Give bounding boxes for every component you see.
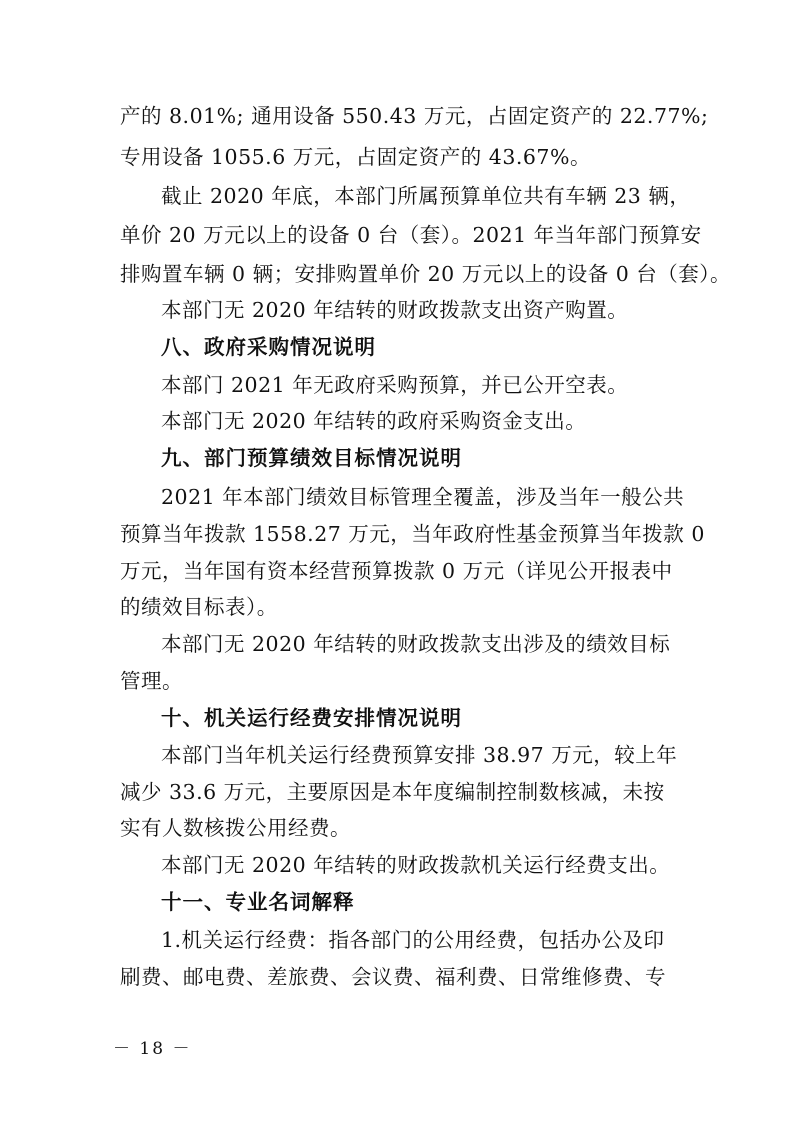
text-line: 本部门 2021 年无政府采购预算，并已公开空表。 — [161, 373, 629, 397]
text-line: 单价 20 万元以上的设备 0 台（套）。2021 年当年部门预算安 — [120, 223, 702, 247]
text-line: 刷费、邮电费、差旅费、会议费、福利费、日常维修费、专 — [120, 965, 666, 989]
text-line: 实有人数核拨公用经费。 — [120, 816, 351, 840]
text-line: 排购置车辆 0 辆；安排购置单价 20 万元以上的设备 0 台（套）。 — [120, 262, 732, 286]
text-line: 本部门无 2020 年结转的财政拨款支出资产购置。 — [161, 298, 629, 322]
text-line: 本部门无 2020 年结转的财政拨款机关运行经费支出。 — [161, 853, 671, 877]
section-heading: 九、部门预算绩效目标情况说明 — [161, 446, 462, 470]
text-line: 万元，当年国有资本经营预算拨款 0 万元（详见公开报表中 — [120, 559, 673, 583]
text-line: 2021 年本部门绩效目标管理全覆盖，涉及当年一般公共 — [161, 485, 685, 509]
text-line: 本部门当年机关运行经费预算安排 38.97 万元，较上年 — [161, 743, 678, 767]
text-line: 产的 8.01%; 通用设备 550.43 万元，占固定资产的 22.77%; — [120, 104, 709, 128]
text-line: 的绩效目标表）。 — [120, 595, 278, 619]
text-line: 专用设备 1055.6 万元，占固定资产的 43.67%。 — [120, 145, 591, 169]
text-line: 预算当年拨款 1558.27 万元，当年政府性基金预算当年拨款 0 — [120, 522, 705, 546]
text-line: 1.机关运行经费：指各部门的公用经费，包括办公及印 — [161, 928, 665, 952]
section-heading: 十、机关运行经费安排情况说明 — [161, 706, 462, 730]
text-line: 减少 33.6 万元，主要原因是本年度编制控制数核减，未按 — [120, 780, 665, 804]
text-line: 本部门无 2020 年结转的财政拨款支出涉及的绩效目标 — [161, 632, 671, 656]
page-number: － 18 － — [113, 1039, 192, 1059]
section-heading: 八、政府采购情况说明 — [161, 335, 376, 359]
text-line: 管理。 — [120, 669, 183, 693]
section-heading: 十一、专业名词解释 — [161, 890, 355, 914]
text-line: 本部门无 2020 年结转的政府采购资金支出。 — [161, 409, 587, 433]
text-line: 截止 2020 年底，本部门所属预算单位共有车辆 23 辆， — [161, 184, 691, 208]
